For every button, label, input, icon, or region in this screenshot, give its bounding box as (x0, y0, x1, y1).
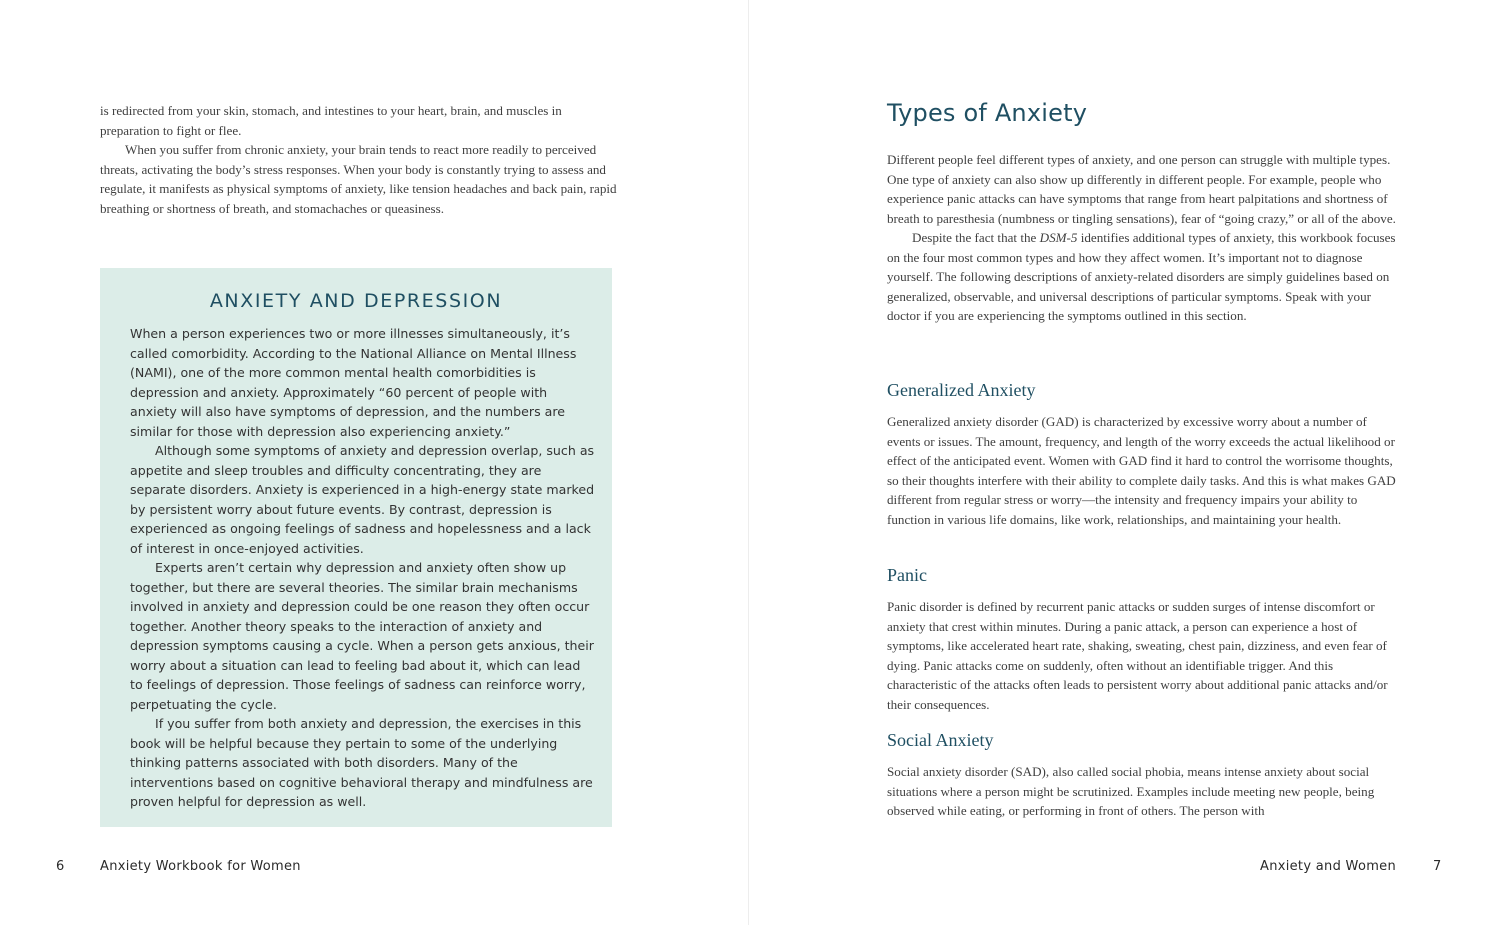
paragraph: When you suffer from chronic anxiety, your brain tends to react more readily to perceived threats, activating the body’s stress responses. When your body is constantly trying to assess and regulate, it manifests as physical symptoms of anxiety, like tension headaches and back pain, rapid breathing or shortness of breath, and stomachaches or queasiness. (100, 142, 617, 216)
section-heading: Social Anxiety (887, 730, 994, 750)
emphasis-text: DSM-5 (1039, 230, 1078, 245)
right-page (750, 0, 1498, 925)
text-run: identifies additional types of anxiety, this workbook focuses on the four most common types and how they affect women. It’s important not to diagnose yourself. The following descriptions of anxiety-related disorders are simply guidelines based on generalized, observable, and universal descriptions of particular symptoms. Speak with your doctor if you are experiencing the symptoms outlined in this section. (887, 230, 1396, 323)
sidebar-paragraph: Experts aren’t certain why depression and anxiety often show up together, but there are several theories. The similar brain mechanisms involved in anxiety and depression could be one reason they often occur together. Another theory speaks to the interaction of anxiety and depression symptoms causing a cycle. When a person gets anxious, their worry about a situation can lead to feeling bad about it, which can lead to feelings of depression. Those feelings of sadness can reinforce worry, perpetuating the cycle. (130, 560, 594, 712)
page-heading: Types of Anxiety (887, 99, 1088, 127)
sidebar-title: ANXIETY AND DEPRESSION (209, 290, 503, 312)
left-page (0, 0, 749, 925)
sidebar-box (100, 268, 612, 827)
paragraph: Different people feel different types of anxiety, and one person can struggle with multiple types. One type of anxiety can also show up differently in different people. For example, people who experience panic attacks can have symptoms that range from heart palpitations and shortness of breath to paresthesia (numbness or tingling sensations), fear of “going crazy,” or all of the above. (887, 152, 1396, 226)
sidebar-paragraph: When a person experiences two or more illnesses simultaneously, it’s called comorbidity. According to the National Alliance on Mental Illness (NAMI), one of the more common mental health comorbidities is depression and anxiety. Approximately “60 percent of people with anxiety will also have symptoms of depression, and the numbers are similar for those with depression also experiencing anxiety.” (130, 326, 577, 439)
sidebar-paragraph: Although some symptoms of anxiety and depression overlap, such as appetite and sleep troubles and difficulty concentrating, they are separate disorders. Anxiety is experienced in a high-energy state marked by persistent worry about future events. By contrast, depression is experienced as ongoing feelings of sadness and hopelessness and a lack of interest in once-enjoyed activities. (130, 443, 595, 556)
section-body: Social anxiety disorder (SAD), also called social phobia, means intense anxiety about social situations where a person might be scrutinized. Examples include meeting new people, being observed while eating, or performing in front of others. The person with (887, 764, 1375, 818)
sidebar-paragraph: If you suffer from both anxiety and depression, the exercises in this book will be helpful because they pertain to some of the underlying thinking patterns associated with both disorders. Many of the interventions based on cognitive behavioral therapy and mindfulness are proven helpful for depression as well. (130, 716, 593, 809)
section-body: Generalized anxiety disorder (GAD) is characterized by excessive worry about a number of events or issues. The amount, frequency, and length of the worry exceeds the actual likelihood or effect of the anticipated event. Women with GAD find it hard to control the worrisome thoughts, so their thoughts interfere with their ability to complete daily tasks. And this is what makes GAD different from regular stress or worry—the intensity and frequency impairs your ability to function in various life domains, like work, relationships, and maintaining your health. (887, 414, 1396, 527)
paragraph: is redirected from your skin, stomach, and intestines to your heart, brain, and muscles in preparation to fight or flee. (100, 103, 562, 138)
text-run: Despite the fact that the (912, 230, 1040, 245)
right-intro-text (887, 150, 1402, 326)
sidebar-body (130, 324, 596, 812)
section-heading: Generalized Anxiety (887, 380, 1036, 400)
page-number-left: 6 (56, 859, 65, 874)
page-number-right: 7 (1433, 859, 1442, 874)
paragraph (887, 228, 1402, 326)
running-head-right: Anxiety and Women (1260, 859, 1396, 874)
section-heading: Panic (887, 565, 927, 585)
section-body: Panic disorder is defined by recurrent panic attacks or sudden surges of intense discomfort or anxiety that crest within minutes. During a panic attack, a person can experience a host of symptoms, like accelerated heart rate, shaking, sweating, chest pain, dizziness, and even fear of dying. Panic attacks come on suddenly, often without an identifiable trigger. And this characteristic of the attacks often leads to persistent worry about additional panic attacks and/or their consequences. (887, 599, 1388, 712)
running-head-left: Anxiety Workbook for Women (100, 859, 301, 874)
left-intro-text (100, 101, 618, 218)
